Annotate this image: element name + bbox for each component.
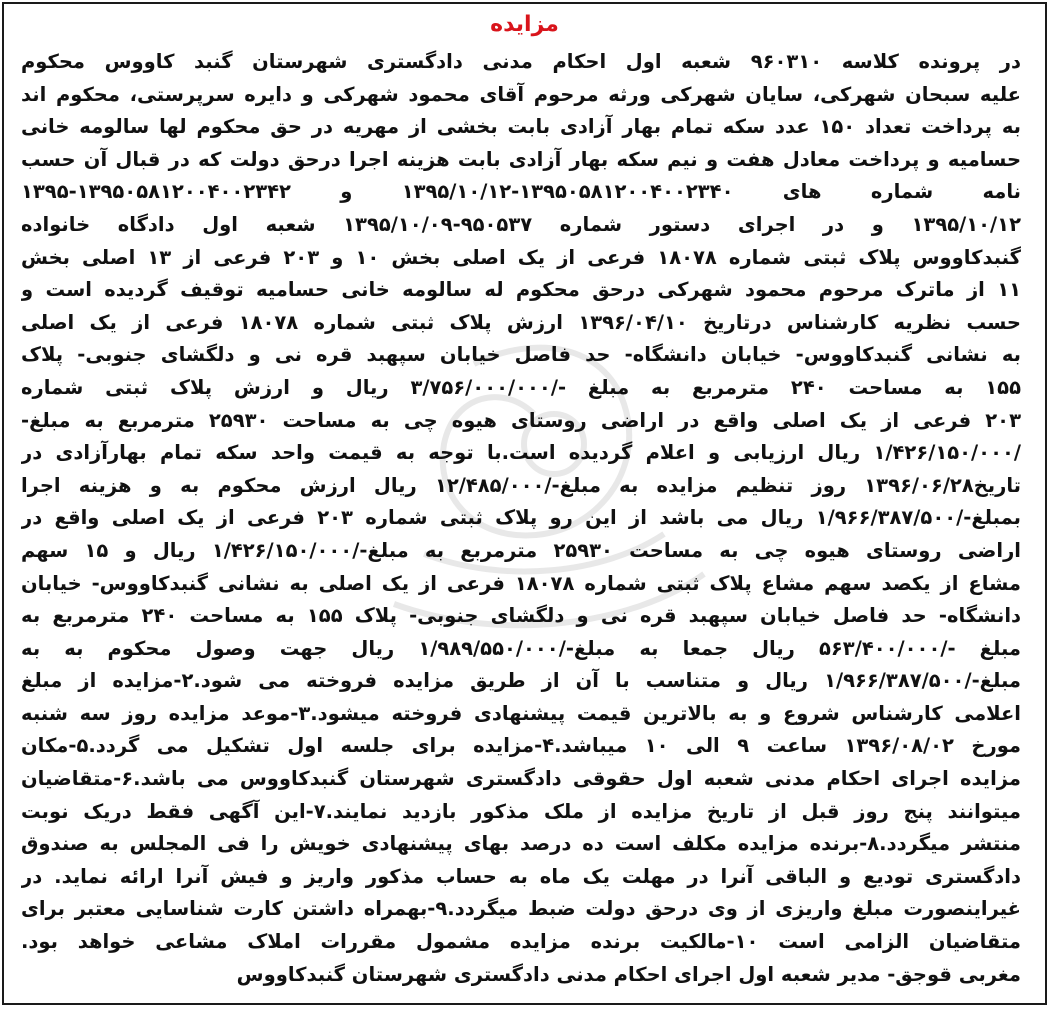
notice-line: گنبدکاووس پلاک ثبتی شماره ۱۸۰۷۸ فرعی از یک اصلی بخش ۱۰ و ۲۰۳ فرعی از ۱۳ اصلی بخش bbox=[21, 245, 1021, 269]
notice-line: بمبلغ-/۱/۹۶۶/۳۸۷/۵۰۰ ریال می باشد از این رو پلاک ثبتی شماره ۲۰۳ فرعی از یک اصلی واقع در bbox=[21, 506, 1021, 530]
notice-line: اراضی روستای هیوه چی به مساحت ۲۵۹۳۰ مترمربع به مبلغ-/۱/۴۲۶/۱۵۰/۰۰۰ ریال و ۱۵ سهم bbox=[21, 538, 1021, 562]
notice-line: مبلغ -/۵۶۳/۴۰۰/۰۰۰ ریال جمعا به مبلغ-/۱/۹۸۹/۵۵۰/۰۰۰ ریال جهت وصول محکوم به به bbox=[21, 636, 1021, 660]
notice-line: حسامیه و پرداخت معادل هفت و نیم سکه بهار آزادی بابت هزینه اجرا درحق دولت که در قبال آن حسب bbox=[21, 147, 1021, 171]
notice-line: نامه شماره های ۱۳۹۵۰۵۸۱۲۰۰۴۰۰۲۳۴۰-۱۳۹۵/۱۰/۱۲ و ۱۳۹۵۰۵۸۱۲۰۰۴۰۰۲۳۴۲-۱۳۹۵ bbox=[21, 180, 1021, 204]
notice-line: متقاضیان الزامی است ۱۰-مالکیت برنده مزایده مشمول مقررات املاک مشاعی خواهد بود. bbox=[21, 930, 1021, 954]
notice-line: ۱۵۵ به مساحت ۲۴۰ مترمربع به مبلغ -/۳/۷۵۶/۰۰۰/۰۰۰ ریال و ارزش پلاک ثبتی شماره bbox=[21, 375, 1021, 399]
notice-line: دانشگاه- حد فاصل خیابان سپهبد قره نی و دلگشای جنوبی- پلاک ۱۵۵ به مساحت ۲۴۰ مترمربع به bbox=[21, 604, 1021, 628]
notice-line: منتشر میگردد.۸-برنده مزایده مکلف است ده درصد بهای پیشنهادی خویش را فی المجلس به صندوق bbox=[21, 832, 1021, 856]
notice-line: در پرونده کلاسه ۹۶۰۳۱۰ شعبه اول احکام مدنی دادگستری شهرستان گنبد کاووس محکوم bbox=[21, 50, 1021, 73]
notice-line: به نشانی گنبدکاووس- خیابان دانشگاه- حد فاصل خیابان سپهبد قره نی و دلگشای جنوبی- پلاک bbox=[21, 343, 1021, 367]
notice-signature: مغربی قوجق- مدیر شعبه اول اجرای احکام مدنی دادگستری شهرستان گنبدکاووس bbox=[236, 962, 1021, 986]
notice-line: به پرداخت تعداد ۱۵۰ عدد سکه تمام بهار آزادی بابت بخشی از مهریه در حق محکوم لها سالومه خانی bbox=[21, 115, 1021, 139]
notice-line: مشاع از یکصد سهم مشاع پلاک ثبتی شماره ۱۸۰۷۸ فرعی از یک اصلی به نشانی گنبدکاووس- خیابان bbox=[21, 571, 1021, 595]
notice-line: اعلامی کارشناس شروع و به بالاترین قیمت پیشنهادی فروخته میشود.۳-موعد مزایده روز سه شنبه bbox=[21, 701, 1021, 725]
notice-frame bbox=[2, 2, 1047, 1005]
notice-line: ۱۱ از ماترک مرحوم محمود شهرکی درحق محکوم له سالومه خانی حسامیه توقیف گردیده است و bbox=[21, 278, 1021, 302]
notice-line: غیراینصورت مبلغ واریزی از وی درحق دولت ضبط میگردد.۹-بهمراه داشتن کارت شناسایی معتبر برای bbox=[21, 897, 1021, 921]
notice-line: مورخ ۱۳۹۶/۰۸/۰۲ ساعت ۹ الی ۱۰ میباشد.۴-مزایده برای جلسه اول تشکیل می گردد.۵-مکان bbox=[21, 734, 1021, 758]
notice-line: مزایده اجرای احکام مدنی شعبه اول حقوقی دادگستری شهرستان گنبدکاووس می باشد.۶-متقاضیان bbox=[21, 767, 1021, 791]
notice-line: ۱۳۹۵/۱۰/۱۲ و در اجرای دستور شماره ۹۵۰۵۳۷-۱۳۹۵/۱۰/۰۹ شعبه اول دادگاه خانواده bbox=[21, 212, 1021, 236]
notice-line: مبلغ-/۱/۹۶۶/۳۸۷/۵۰۰ ریال و متناسب با آن از طریق مزایده فروخته می شود.۲-مزایده از مبلغ bbox=[21, 669, 1021, 693]
notice-title: مزایده bbox=[490, 12, 559, 37]
notice-body bbox=[21, 46, 1021, 991]
notice-line: /۱/۴۲۶/۱۵۰/۰۰۰ ریال ارزیابی و اعلام گردیده است.با توجه به قیمت واحد سکه تمام بهارآزادی در bbox=[21, 441, 1021, 465]
notice-line: ۲۰۳ فرعی از یک اصلی واقع در اراضی روستای هیوه چی به مساحت ۲۵۹۳۰ مترمربع به مبلغ- bbox=[21, 408, 1021, 432]
notice-line: دادگستری تودیع و الباقی آنرا در مهلت یک ماه به حساب مذکور واریز و فیش آنرا ارائه نماید. در bbox=[21, 864, 1021, 888]
notice-line: حسب نظریه کارشناس درتاریخ ۱۳۹۶/۰۴/۱۰ ارزش پلاک ثبتی شماره ۱۸۰۷۸ فرعی از یک اصلی bbox=[21, 310, 1021, 334]
notice-line: علیه سبحان شهرکی، سایان شهرکی ورثه مرحوم آقای محمود شهرکی و دایره سرپرستی، محکوم اند bbox=[21, 82, 1021, 106]
notice-line: تاریخ۱۳۹۶/۰۶/۲۸ روز تنظیم مزایده به مبلغ-/۱۲/۴۸۵/۰۰۰ ریال ارزش محکوم به و هزینه اجرا bbox=[21, 473, 1021, 497]
notice-line: میتوانند پنج روز قبل از تاریخ مزایده از ملک مذکور بازدید نمایند.۷-این آگهی فقط دریک نوبت bbox=[21, 799, 1021, 823]
